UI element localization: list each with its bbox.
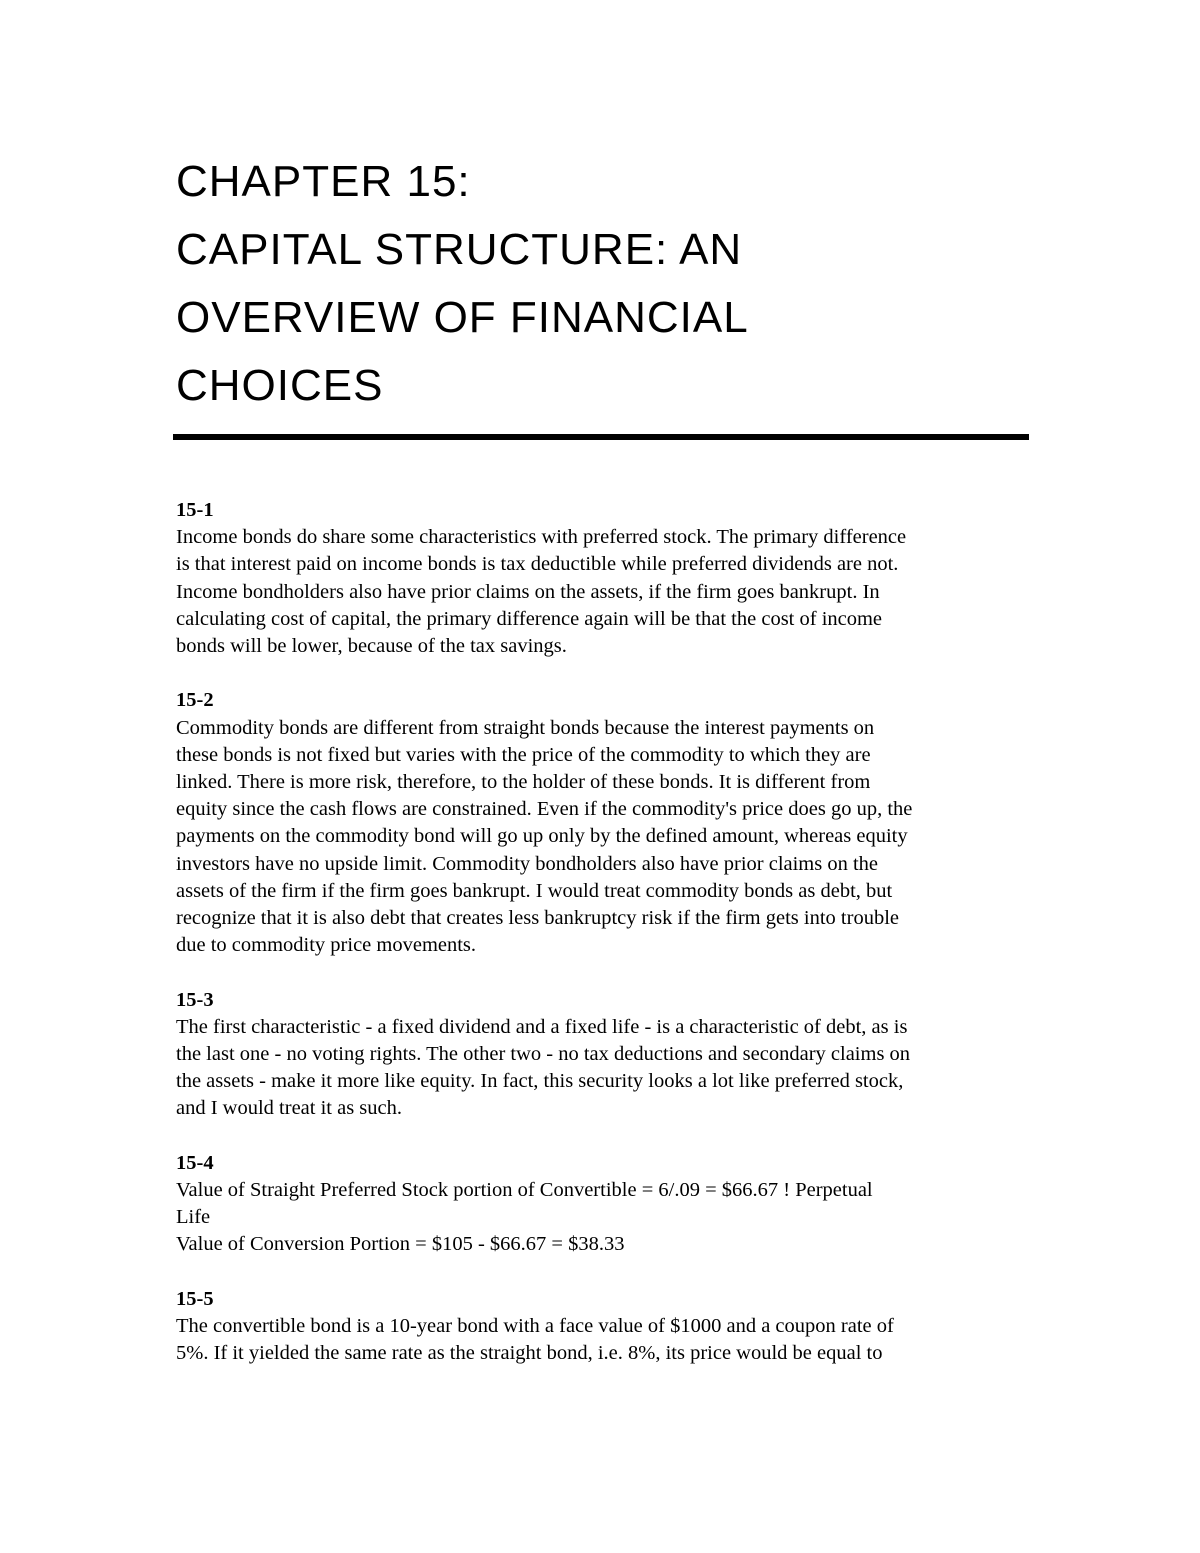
text-line: the assets - make it more like equity. In fact, this security looks a lot like preferred stock, xyxy=(176,1070,904,1093)
title-divider xyxy=(173,434,1029,440)
text-line: calculating cost of capital, the primary difference again will be that the cost of income xyxy=(176,607,883,630)
text-line: and I would treat it as such. xyxy=(176,1097,403,1120)
text-line: 5%. If it yielded the same rate as the straight bond, i.e. 8%, its price would be equal to xyxy=(176,1342,883,1365)
chapter-title-line: CHAPTER 15: xyxy=(176,157,471,206)
chapter-title-line: OVERVIEW OF FINANCIAL xyxy=(176,293,749,342)
text-line: payments on the commodity bond will go up only by the defined amount, whereas equity xyxy=(176,825,908,848)
answer-section-15-2 xyxy=(176,687,1036,959)
text-line: bonds will be lower, because of the tax savings. xyxy=(176,635,567,658)
text-line: Commodity bonds are different from straight bonds because the interest payments on xyxy=(176,716,875,739)
text-line: is that interest paid on income bonds is tax deductible while preferred dividends are not. xyxy=(176,553,899,576)
text-line: Life xyxy=(176,1206,211,1229)
section-number: 15-2 xyxy=(176,689,214,712)
answer-section-15-5 xyxy=(176,1286,1036,1368)
text-line: equity since the cash flows are constrained. Even if the commodity's price does go up, the xyxy=(176,798,913,821)
answer-section-15-3 xyxy=(176,987,1036,1123)
text-line: The convertible bond is a 10-year bond with a face value of $1000 and a coupon rate of xyxy=(176,1315,894,1338)
section-number: 15-4 xyxy=(176,1151,214,1174)
text-line: assets of the firm if the firm goes bankrupt. I would treat commodity bonds as debt, but xyxy=(176,879,893,902)
section-number: 15-1 xyxy=(176,499,214,521)
text-line: linked. There is more risk, therefore, to the holder of these bonds. It is different from xyxy=(176,771,871,794)
text-line: the last one - no voting rights. The other two - no tax deductions and secondary claims on xyxy=(176,1043,911,1066)
text-line: The first characteristic - a fixed dividend and a fixed life - is a characteristic of debt, as is xyxy=(176,1015,908,1038)
section-number: 15-3 xyxy=(176,988,214,1011)
answers-body xyxy=(176,497,1036,1395)
chapter-title-line: CAPITAL STRUCTURE: AN xyxy=(176,225,743,274)
text-line: Income bonds do share some characteristics with preferred stock. The primary difference xyxy=(176,526,907,549)
answer-section-15-4 xyxy=(176,1150,1036,1259)
text-line: Income bondholders also have prior claims on the assets, if the firm goes bankrupt. In xyxy=(176,580,880,603)
text-line: these bonds is not fixed but varies with the price of the commodity to which they are xyxy=(176,743,871,766)
answer-section-15-1 xyxy=(176,497,1036,660)
text-line: due to commodity price movements. xyxy=(176,934,477,957)
text-line: Value of Conversion Portion = $105 - $66.67 = $38.33 xyxy=(176,1233,625,1256)
text-line: investors have no upside limit. Commodity bondholders also have prior claims on the xyxy=(176,852,879,875)
chapter-title-line: CHOICES xyxy=(176,361,384,410)
section-number: 15-5 xyxy=(176,1287,214,1310)
text-line: recognize that it is also debt that creates less bankruptcy risk if the firm gets into trouble xyxy=(176,907,899,930)
text-line: Value of Straight Preferred Stock portion of Convertible = 6/.09 = $66.67 ! Perpetual xyxy=(176,1179,873,1202)
chapter-title xyxy=(176,148,1036,420)
